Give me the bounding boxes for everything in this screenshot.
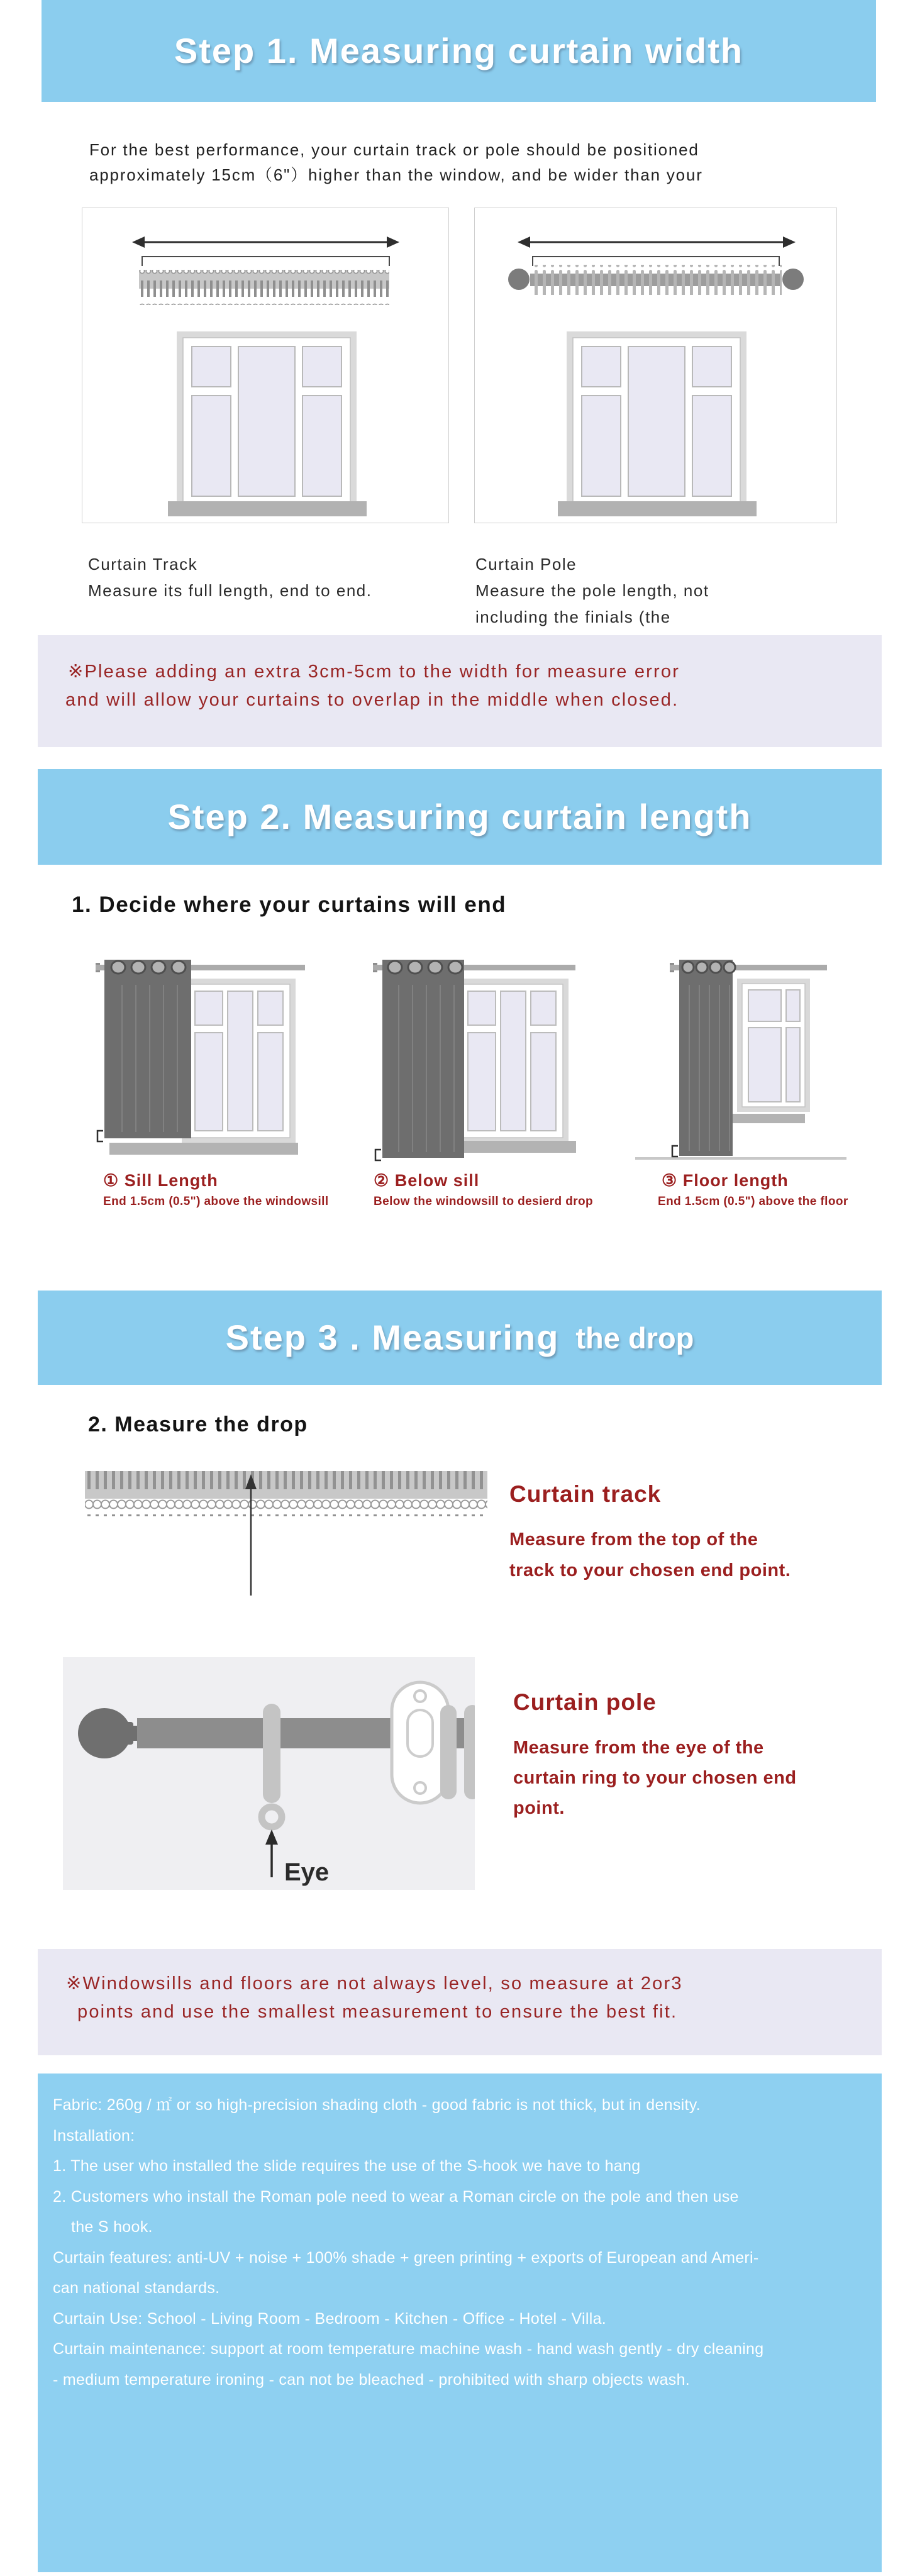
curtain-pole-window-panel xyxy=(474,208,837,523)
measure-end-bracket xyxy=(672,1146,678,1157)
note2-line1: ※Windowsills and floors are not always level, so measure at 2or3 xyxy=(66,1974,683,1994)
curtain-pole-icon xyxy=(508,265,804,295)
floor-length-diagram xyxy=(635,955,846,1163)
track-drop-svg xyxy=(85,1467,487,1602)
footer-line: the S hook. xyxy=(53,2218,153,2236)
curtain-track-window-panel xyxy=(82,208,449,523)
wall-bracket-icon xyxy=(392,1682,448,1803)
below-sill-diagram xyxy=(365,955,576,1163)
pole-drop-panel xyxy=(63,1657,475,1890)
curtain-track-icon xyxy=(85,1471,487,1516)
step1-banner xyxy=(42,0,876,102)
curtain-track-window-diagram xyxy=(82,208,448,523)
window-icon xyxy=(558,331,757,516)
pole-drop-line2: curtain ring to your chosen end xyxy=(513,1768,797,1788)
step1-banner-title: Step 1. Measuring curtain width xyxy=(174,31,744,70)
footer-line: can national standards. xyxy=(53,2279,220,2297)
footer-line: Installation: xyxy=(53,2126,135,2145)
windowsill xyxy=(733,1114,805,1123)
sill-length-diagram xyxy=(94,955,306,1163)
intro-line-1: For the best performance, your curtain track or pole should be positioned xyxy=(89,140,699,159)
step3-banner-title-sub: the drop xyxy=(575,1321,694,1355)
floor-length-svg xyxy=(635,955,846,1163)
step1-intro xyxy=(89,137,703,187)
windowsill xyxy=(109,1143,298,1155)
sill-length-label: ① Sill Length xyxy=(103,1171,218,1190)
intro-line-2: approximately 15cm（6"）higher than the window, and be wider than your xyxy=(89,165,703,184)
sill-length-desc: End 1.5cm (0.5") above the windowsill xyxy=(103,1195,329,1208)
eye-label: Eye xyxy=(284,1858,330,1886)
floor-length-desc: End 1.5cm (0.5") above the floor xyxy=(658,1195,848,1208)
width-arrow xyxy=(132,236,399,266)
step3-banner xyxy=(38,1291,882,1385)
footer-line: Curtain features: anti-UV + noise + 100% shade + green printing + exports of European and Ameri- xyxy=(53,2248,759,2267)
note2-line2: points and use the smallest measurement to ensure the best fit. xyxy=(77,2002,678,2022)
window-icon xyxy=(182,979,296,1143)
step2-banner-title: Step 2. Measuring curtain length xyxy=(167,797,752,836)
step3-heading: 2. Measure the drop xyxy=(88,1413,308,1436)
pole-caption xyxy=(475,551,709,630)
below-sill-desc: Below the windowsill to desierd drop xyxy=(374,1195,594,1208)
pole-caption-line1: Measure the pole length, not xyxy=(475,581,709,600)
window-icon xyxy=(455,979,569,1143)
pole-caption-title: Curtain Pole xyxy=(475,555,577,574)
track-drop-diagram xyxy=(85,1467,487,1602)
windowsill xyxy=(558,501,757,516)
footer-line: Curtain maintenance: support at room temperature machine wash - hand wash gently - dry cleaning xyxy=(53,2340,764,2358)
pole-drop-svg xyxy=(63,1657,475,1890)
pole-drop-title: Curtain pole xyxy=(513,1689,657,1715)
finial-left xyxy=(508,269,530,290)
curtain-ring xyxy=(464,1705,475,1799)
footer-line: - medium temperature ironing - can not be bleached - prohibited with sharp objects wash. xyxy=(53,2370,691,2389)
ring-eye xyxy=(262,1807,282,1827)
window-icon xyxy=(737,979,810,1112)
pole-drop-line3: point. xyxy=(513,1798,565,1818)
track-caption xyxy=(88,551,372,604)
measure-end-bracket xyxy=(375,1150,381,1160)
eye-pointer-arrow xyxy=(265,1829,278,1877)
measure-end-bracket xyxy=(97,1131,103,1141)
product-info-footer xyxy=(38,2074,882,2572)
windowsill xyxy=(446,1141,576,1153)
windowsill xyxy=(168,501,367,516)
step2-heading: 1. Decide where your curtains will end xyxy=(72,892,507,917)
curtain-ring-with-eye xyxy=(262,1704,282,1827)
below-sill-svg xyxy=(365,955,576,1163)
step3-banner-title-main: Step 3 . Measuring xyxy=(225,1318,560,1357)
width-arrow xyxy=(518,236,796,266)
footer-line: Curtain Use: School - Living Room - Bedroom - Kitchen - Office - Hotel - Villa. xyxy=(53,2309,607,2328)
curtain-pole-window-diagram xyxy=(475,208,836,523)
width-note-box xyxy=(38,635,882,747)
curtain-icon xyxy=(382,960,464,1158)
track-drop-title: Curtain track xyxy=(509,1481,662,1507)
track-caption-line: Measure its full length, end to end. xyxy=(88,581,372,600)
pole-drop-line1: Measure from the eye of the xyxy=(513,1738,764,1758)
window-icon xyxy=(168,331,367,516)
below-sill-label: ② Below sill xyxy=(374,1171,480,1190)
curtain-ring xyxy=(440,1705,457,1799)
pole-caption-line2: including the finials (the xyxy=(475,608,671,626)
footer-line: 1. The user who installed the slide requires the use of the S-hook we have to hang xyxy=(53,2157,641,2175)
floor-line xyxy=(635,1157,846,1160)
drop-note-box xyxy=(38,1949,882,2055)
step2-banner xyxy=(38,769,882,865)
track-caption-title: Curtain Track xyxy=(88,555,198,574)
note1-line1: ※Please adding an extra 3cm-5cm to the width for measure error xyxy=(68,662,680,682)
footer-line: 2. Customers who install the Roman pole need to wear a Roman circle on the pole and then use xyxy=(53,2187,739,2206)
curtain-icon xyxy=(104,960,191,1138)
sill-length-svg xyxy=(94,955,306,1163)
finial-ball xyxy=(78,1708,131,1758)
curtain-icon xyxy=(679,960,735,1156)
footer-line: Fabric: 260g / ㎡ or so high-precision shading cloth - good fabric is not thick, but in density. xyxy=(53,2096,701,2114)
note1-line2: and will allow your curtains to overlap in the middle when closed. xyxy=(65,690,679,710)
track-drop-line2: track to your chosen end point. xyxy=(509,1560,791,1580)
track-drop-line1: Measure from the top of the xyxy=(509,1530,758,1550)
floor-length-label: ③ Floor length xyxy=(662,1171,789,1190)
curtain-track-icon xyxy=(139,270,389,305)
finial-right xyxy=(782,269,804,290)
